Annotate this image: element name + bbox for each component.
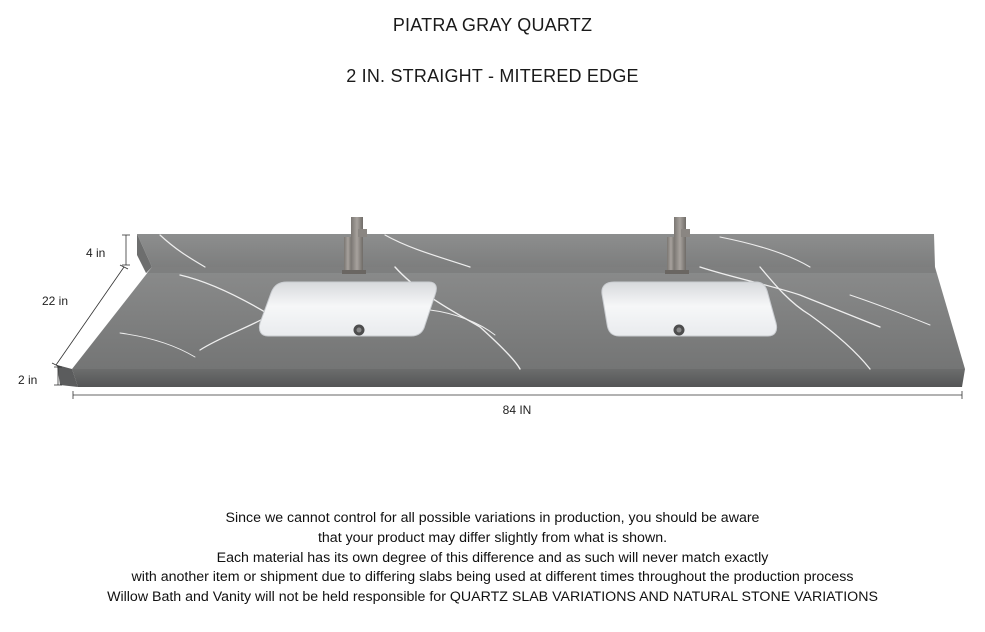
edge-thickness-label: 2 in <box>18 373 38 387</box>
depth-label: 22 in <box>42 294 69 308</box>
left-sink <box>259 282 436 336</box>
product-title: PIATRA GRAY QUARTZ <box>392 15 593 35</box>
disclaimer-line: that your product may differ slightly from what is shown. <box>317 529 668 546</box>
edge-style-subtitle: 2 IN. STRAIGHT - MITERED EDGE <box>346 66 639 86</box>
mitered-front-edge <box>72 369 965 387</box>
width-label: 84 IN <box>502 403 532 417</box>
backsplash <box>137 234 935 267</box>
disclaimer-line: Since we cannot control for all possible variations in production, you should be aware <box>225 510 760 526</box>
backsplash-height-label: 4 in <box>86 246 106 260</box>
disclaimer-line: Each material has its own degree of this difference and as such will never match exactly <box>216 549 769 566</box>
disclaimer <box>0 509 985 608</box>
disclaimer-line: with another item or shipment due to differing slabs being used at different times throughout the production process <box>131 569 854 586</box>
disclaimer-line: Willow Bath and Vanity will not be held responsible for QUARTZ SLAB VARIATIONS AND NATURAL STONE VARIATIONS <box>107 589 878 606</box>
right-sink <box>602 282 777 336</box>
backsplash-shadow <box>146 267 936 273</box>
vanity-top-diagram <box>0 215 985 420</box>
